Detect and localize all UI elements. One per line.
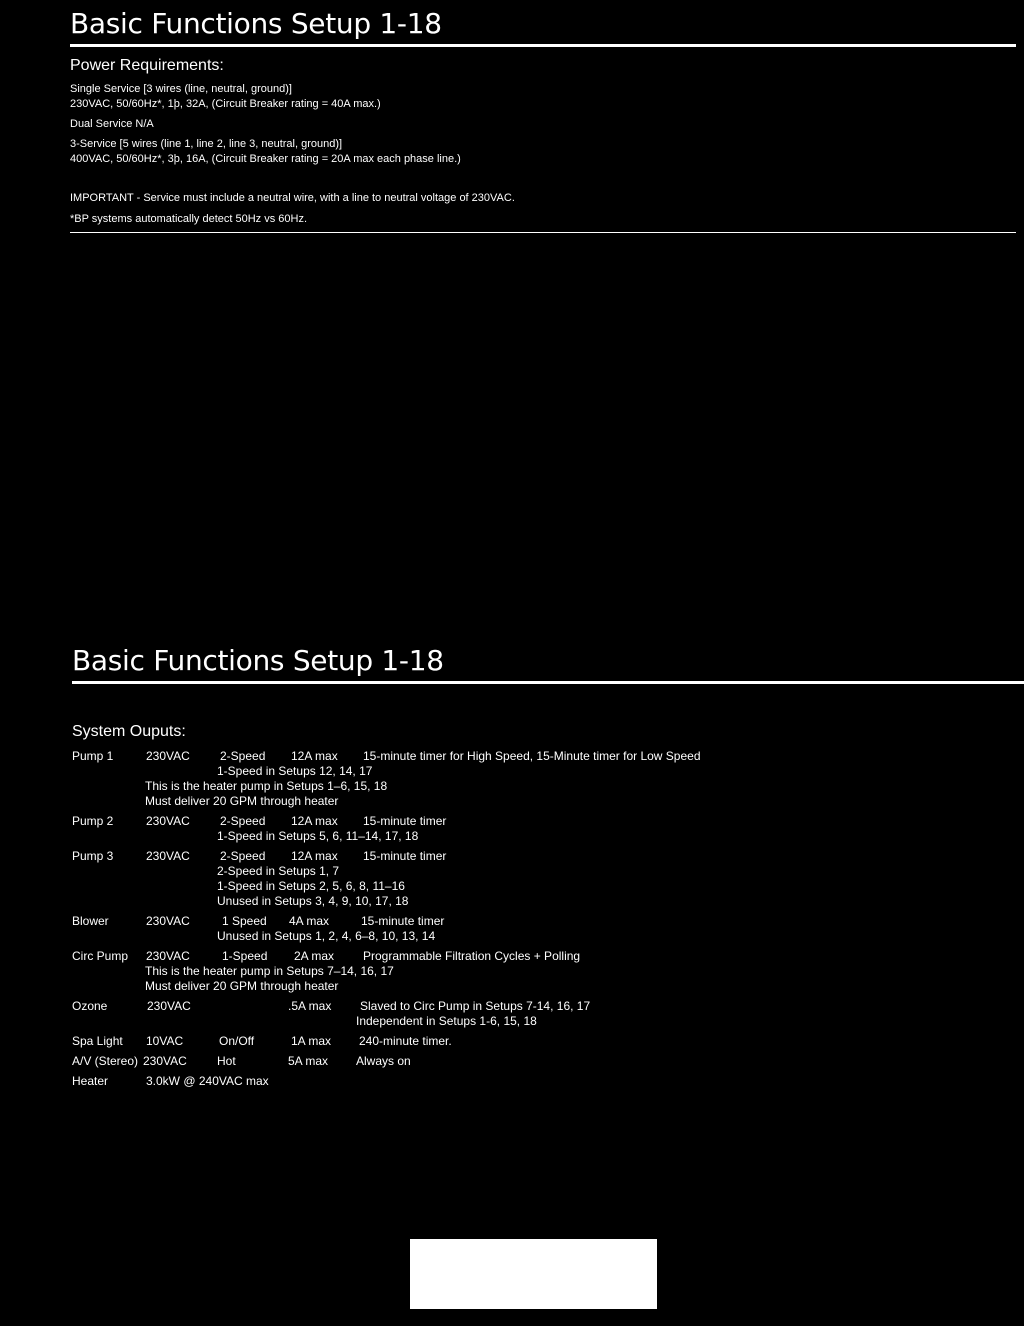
single-service-line-2: 230VAC, 50/60Hz*, 1þ, 32A, (Circuit Breaker rating = 40A max.): [70, 98, 381, 110]
output-amps: 2A max: [294, 949, 335, 963]
output-mode: 2-Speed: [220, 749, 266, 763]
three-service-line-2: 400VAC, 50/60Hz*, 3þ, 16A, (Circuit Breaker rating = 20A max each phase line.): [70, 153, 461, 165]
output-name: Pump 2: [72, 814, 114, 828]
section2-title: Basic Functions Setup 1-18: [72, 644, 444, 677]
section2-subtitle: System Ouputs:: [72, 723, 186, 740]
output-mode: Hot: [217, 1054, 236, 1068]
output-name: Ozone: [72, 999, 108, 1013]
output-detail-line: 1-Speed in Setups 5, 6, 11–14, 17, 18: [217, 829, 419, 843]
frequency-note: *BP systems automatically detect 50Hz vs 60Hz.: [70, 213, 308, 225]
output-amps: 5A max: [288, 1054, 329, 1068]
output-description: 15-minute timer for High Speed, 15-Minute timer for Low Speed: [363, 749, 701, 763]
output-name: Heater: [72, 1074, 109, 1088]
section1-title-rule: [70, 44, 1016, 47]
output-voltage: 230VAC: [146, 914, 190, 928]
output-name: Spa Light: [72, 1034, 123, 1048]
output-detail-line: This is the heater pump in Setups 1–6, 15, 18: [145, 779, 388, 793]
output-detail-line: Independent in Setups 1-6, 15, 18: [356, 1014, 537, 1028]
output-detail-line: Must deliver 20 GPM through heater: [145, 794, 339, 808]
output-detail-line: 2-Speed in Setups 1, 7: [217, 864, 340, 878]
output-amps: 4A max: [289, 914, 330, 928]
output-description: 15-minute timer: [361, 914, 445, 928]
three-service-line-1: 3-Service [5 wires (line 1, line 2, line 3, neutral, ground)]: [70, 138, 343, 150]
output-voltage: 230VAC: [146, 814, 190, 828]
output-description: Always on: [356, 1054, 411, 1068]
output-name: Pump 3: [72, 849, 114, 863]
output-detail-line: Unused in Setups 3, 4, 9, 10, 17, 18: [217, 894, 409, 908]
output-name: Blower: [72, 914, 109, 928]
output-detail-line: This is the heater pump in Setups 7–14, 16, 17: [145, 964, 394, 978]
output-voltage: 3.0kW @ 240VAC max: [146, 1074, 269, 1088]
blank-white-box: [410, 1239, 657, 1309]
output-voltage: 10VAC: [146, 1034, 184, 1048]
output-name: Circ Pump: [72, 949, 129, 963]
output-mode: 1-Speed: [222, 949, 268, 963]
output-mode: 2-Speed: [220, 849, 266, 863]
section2-title-rule: [72, 681, 1024, 684]
single-service-line-1: Single Service [3 wires (line, neutral, ground)]: [70, 83, 292, 95]
output-voltage: 230VAC: [143, 1054, 187, 1068]
dual-service-line: Dual Service N/A: [70, 118, 154, 130]
output-name: A/V (Stereo): [72, 1054, 139, 1068]
output-detail-line: 1-Speed in Setups 12, 14, 17: [217, 764, 373, 778]
output-mode: 1 Speed: [222, 914, 267, 928]
output-mode: On/Off: [219, 1034, 255, 1048]
output-amps: 12A max: [291, 849, 338, 863]
output-voltage: 230VAC: [147, 999, 191, 1013]
output-voltage: 230VAC: [146, 949, 190, 963]
output-amps: 12A max: [291, 814, 338, 828]
output-description: 240-minute timer.: [359, 1034, 452, 1048]
important-note: IMPORTANT - Service must include a neutral wire, with a line to neutral voltage of 230VAC.: [70, 192, 515, 204]
output-amps: .5A max: [288, 999, 332, 1013]
output-voltage: 230VAC: [146, 849, 190, 863]
output-detail-line: Must deliver 20 GPM through heater: [145, 979, 339, 993]
output-detail-line: Unused in Setups 1, 2, 4, 6–8, 10, 13, 14: [217, 929, 436, 943]
output-voltage: 230VAC: [146, 749, 190, 763]
output-description: Slaved to Circ Pump in Setups 7-14, 16, 17: [360, 999, 591, 1013]
output-name: Pump 1: [72, 749, 114, 763]
section1-subtitle: Power Requirements:: [70, 57, 224, 74]
output-description: Programmable Filtration Cycles + Polling: [363, 949, 581, 963]
output-amps: 1A max: [291, 1034, 332, 1048]
output-amps: 12A max: [291, 749, 338, 763]
output-description: 15-minute timer: [363, 849, 447, 863]
section1-bottom-rule: [70, 232, 1016, 233]
output-mode: 2-Speed: [220, 814, 266, 828]
section1-title: Basic Functions Setup 1-18: [70, 7, 442, 40]
output-description: 15-minute timer: [363, 814, 447, 828]
output-detail-line: 1-Speed in Setups 2, 5, 6, 8, 11–16: [217, 879, 405, 893]
